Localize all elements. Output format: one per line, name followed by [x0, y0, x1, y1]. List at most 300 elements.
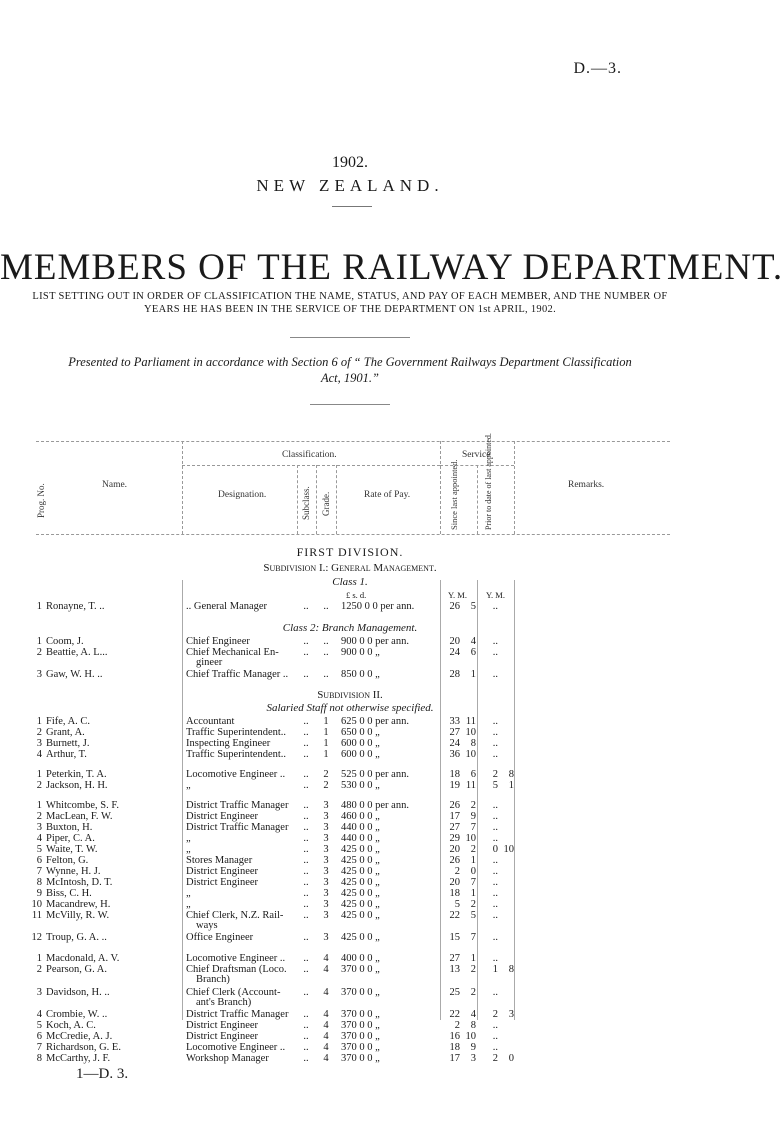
member-name: McCarthy, J. F.: [46, 1053, 111, 1064]
prior-years: ..: [492, 888, 498, 899]
grade: 1: [323, 727, 329, 738]
service-months: 8: [470, 1020, 476, 1031]
subclass: ..: [303, 964, 309, 975]
grade: 3: [323, 910, 329, 921]
service-years: 2: [454, 1020, 460, 1031]
service-years: 26: [449, 800, 460, 811]
prog-number: 2: [36, 780, 42, 791]
service-months: 3: [470, 1053, 476, 1064]
service-years: 24: [449, 647, 460, 658]
page-footer: 1—D. 3.: [76, 1066, 129, 1082]
designation: Locomotive Engineer ..: [186, 953, 286, 964]
rate-of-pay: 530 0 0 „: [341, 780, 380, 791]
member-name: Beattie, A. L...: [46, 647, 108, 658]
prior-years: 1: [492, 964, 498, 975]
rate-of-pay: 525 0 0 per ann.: [341, 769, 409, 780]
member-name: Biss, C. H.: [46, 888, 92, 899]
money-units: £ s. d.: [346, 590, 367, 600]
rate-of-pay: 370 0 0 „: [341, 1009, 380, 1020]
service-years: 27: [449, 953, 460, 964]
rate-of-pay: 425 0 0 „: [341, 932, 380, 943]
designation: Locomotive Engineer ..: [186, 769, 286, 780]
grade: ..: [323, 669, 329, 680]
prog-number: 4: [36, 1009, 42, 1020]
prior-years: ..: [492, 1042, 498, 1053]
table-row: [0, 1042, 700, 1053]
member-name: Davidson, H. ..: [46, 987, 110, 998]
service-months: 10: [465, 727, 476, 738]
subclass: ..: [303, 727, 309, 738]
service-years: 18: [449, 1042, 460, 1053]
rate-of-pay: 440 0 0 „: [341, 822, 380, 833]
subclass: ..: [303, 647, 309, 658]
service-months: 5: [470, 601, 476, 612]
designation: „: [186, 844, 191, 855]
prog-number: 6: [36, 855, 42, 866]
service-years: 25: [449, 987, 460, 998]
subclass: ..: [303, 987, 309, 998]
rate-of-pay: 1250 0 0 per ann.: [341, 601, 415, 612]
designation: Chief Draftsman (Loco.: [186, 964, 287, 975]
prior-years: ..: [492, 749, 498, 760]
designation: District Engineer: [186, 866, 259, 877]
grade: 3: [323, 866, 329, 877]
service-months: 7: [470, 822, 476, 833]
page-title: MEMBERS OF THE RAILWAY DEPARTMENT.: [0, 247, 783, 288]
service-months: 4: [470, 1009, 476, 1020]
prior-years: ..: [492, 855, 498, 866]
table-header-top-rule: [36, 441, 670, 442]
table-row: [0, 844, 700, 855]
subclass: ..: [303, 769, 309, 780]
designation: .. General Manager: [186, 601, 268, 612]
prior-years: ..: [492, 800, 498, 811]
rate-of-pay: 370 0 0 „: [341, 1053, 380, 1064]
grade: 2: [323, 780, 329, 791]
service-months: 11: [465, 780, 476, 791]
prior-years: ..: [492, 601, 498, 612]
rate-of-pay: 625 0 0 per ann.: [341, 716, 409, 727]
table-row: [0, 953, 700, 964]
subclass: ..: [303, 738, 309, 749]
rate-of-pay: 370 0 0 „: [341, 964, 380, 975]
member-name: Crombie, W. ..: [46, 1009, 108, 1020]
prior-months: 0: [508, 1053, 514, 1064]
prog-number: 8: [36, 877, 42, 888]
member-name: Peterkin, T. A.: [46, 769, 107, 780]
service-months: 8: [470, 738, 476, 749]
prior-years: ..: [492, 647, 498, 658]
table-row: [0, 669, 700, 680]
designation: District Engineer: [186, 1031, 259, 1042]
header-prior: Prior to date of last appointed.: [484, 433, 493, 530]
service-months: 11: [465, 716, 476, 727]
service-years: 17: [449, 1053, 460, 1064]
prior-years: ..: [492, 910, 498, 921]
designation: Chief Mechanical En-: [186, 647, 279, 658]
service-months: 6: [470, 769, 476, 780]
service-years: 26: [449, 855, 460, 866]
service-months: 1: [470, 953, 476, 964]
subclass: ..: [303, 1053, 309, 1064]
table-row: [0, 1031, 700, 1042]
member-name: Fife, A. C.: [46, 716, 91, 727]
member-name: Piper, C. A.: [46, 833, 95, 844]
prog-number: 7: [36, 1042, 42, 1053]
member-name: MacLean, F. W.: [46, 811, 113, 822]
subclass: ..: [303, 1009, 309, 1020]
rate-of-pay: 460 0 0 „: [341, 811, 380, 822]
page-subtitle: LIST SETTING OUT IN ORDER OF CLASSIFICATION THE NAME, STATUS, AND PAY OF EACH MEMBER, AND THE NUMBER OF YEARS HE HAS BEEN IN THE SERVICE OF THE DEPARTMENT ON 1st APRIL, 1902.: [32, 291, 668, 315]
service-years: 33: [449, 716, 460, 727]
designation: „: [186, 888, 191, 899]
prog-number: 2: [36, 727, 42, 738]
grade: 1: [323, 716, 329, 727]
rate-of-pay: 900 0 0 per ann.: [341, 636, 409, 647]
rate-of-pay: 900 0 0 „: [341, 647, 380, 658]
designation: „: [186, 833, 191, 844]
rate-of-pay: 480 0 0 per ann.: [341, 800, 409, 811]
country-heading: NEW ZEALAND.: [256, 176, 444, 195]
header-designation: Designation.: [218, 490, 267, 500]
prior-years: 2: [492, 1053, 498, 1064]
service-years: 20: [449, 844, 460, 855]
prog-number: 11: [31, 910, 42, 921]
table-row: [0, 877, 700, 888]
designation: District Engineer: [186, 877, 259, 888]
prog-number: 6: [36, 1031, 42, 1042]
subclass: ..: [303, 844, 309, 855]
member-name: Ronayne, T. ..: [46, 601, 105, 612]
division-heading: FIRST DIVISION.: [296, 545, 404, 559]
service-years: 28: [449, 669, 460, 680]
designation: Locomotive Engineer ..: [186, 1042, 286, 1053]
service-years: 20: [449, 877, 460, 888]
prog-number: 3: [36, 987, 42, 998]
service-months: 7: [470, 932, 476, 943]
prog-number: 1: [36, 716, 42, 727]
service-years: 18: [449, 769, 460, 780]
prog-number: 2: [36, 964, 42, 975]
prior-years: ..: [492, 932, 498, 943]
prior-years: ..: [492, 1031, 498, 1042]
service-units: Y. M.: [448, 590, 467, 600]
member-name: Macdonald, A. V.: [46, 953, 120, 964]
designation: Accountant: [186, 716, 235, 727]
service-months: 5: [470, 910, 476, 921]
service-months: 9: [470, 1042, 476, 1053]
col-divider: [316, 465, 317, 534]
prior-years: ..: [492, 899, 498, 910]
rate-of-pay: 400 0 0 „: [341, 953, 380, 964]
prior-units: Y. M.: [486, 590, 505, 600]
designation: „: [186, 780, 191, 791]
subclass: ..: [303, 780, 309, 791]
prog-number: 1: [36, 601, 42, 612]
designation: Chief Engineer: [186, 636, 250, 647]
service-years: 15: [449, 932, 460, 943]
table-row: [0, 769, 700, 780]
member-name: Arthur, T.: [46, 749, 87, 760]
member-name: McIntosh, D. T.: [46, 877, 113, 888]
table-row: [0, 987, 700, 1008]
prog-number: 7: [36, 866, 42, 877]
prog-number: 3: [36, 738, 42, 749]
prog-number: 10: [31, 899, 42, 910]
units-row: [0, 590, 700, 601]
table-row: [0, 932, 700, 943]
member-name: Grant, A.: [46, 727, 85, 738]
rate-of-pay: 425 0 0 „: [341, 888, 380, 899]
prior-years: ..: [492, 953, 498, 964]
service-months: 2: [470, 800, 476, 811]
member-name: Macandrew, H.: [46, 899, 111, 910]
prog-number: 5: [36, 844, 42, 855]
service-months: 1: [470, 669, 476, 680]
rate-of-pay: 600 0 0 „: [341, 749, 380, 760]
rate-of-pay: 425 0 0 „: [341, 855, 380, 866]
prog-number: 9: [36, 888, 42, 899]
table-row: [0, 636, 700, 647]
prog-number: 12: [31, 932, 42, 943]
header-prog-no: Prog. No.: [36, 483, 46, 518]
classification-rule: [182, 465, 440, 466]
subclass: ..: [303, 1020, 309, 1031]
member-name: Troup, G. A. ..: [46, 932, 107, 943]
rate-of-pay: 425 0 0 „: [341, 877, 380, 888]
designation: Workshop Manager: [186, 1053, 269, 1064]
subclass: ..: [303, 749, 309, 760]
prog-number: 1: [36, 769, 42, 780]
member-name: Felton, G.: [46, 855, 89, 866]
rate-of-pay: 850 0 0 „: [341, 669, 380, 680]
member-name: McVilly, R. W.: [46, 910, 110, 921]
subclass: ..: [303, 910, 309, 921]
prog-number: 2: [36, 811, 42, 822]
rate-of-pay: 425 0 0 „: [341, 844, 380, 855]
service-months: 2: [470, 844, 476, 855]
grade: 4: [323, 1009, 329, 1020]
table-row: [0, 716, 700, 727]
table-row: [0, 888, 700, 899]
subclass: ..: [303, 932, 309, 943]
table-row: [0, 1053, 700, 1064]
service-months: 6: [470, 647, 476, 658]
col-divider: [440, 441, 441, 534]
designation: District Traffic Manager: [186, 1009, 289, 1020]
prior-years: ..: [492, 866, 498, 877]
grade: 3: [323, 822, 329, 833]
subclass: ..: [303, 601, 309, 612]
grade: 3: [323, 877, 329, 888]
service-years: 18: [449, 888, 460, 899]
prior-years: ..: [492, 1020, 498, 1031]
member-name: Coom, J.: [46, 636, 84, 647]
service-years: 27: [449, 822, 460, 833]
table-row: [0, 800, 700, 811]
designation: District Traffic Manager: [186, 800, 289, 811]
service-years: 2: [454, 866, 460, 877]
prior-months: 1: [508, 780, 514, 791]
prog-number: 1: [36, 953, 42, 964]
rate-of-pay: 425 0 0 „: [341, 899, 380, 910]
col-divider: [182, 441, 183, 534]
subclass: ..: [303, 1042, 309, 1053]
prior-years: ..: [492, 877, 498, 888]
grade: 4: [323, 1031, 329, 1042]
prior-years: ..: [492, 987, 498, 998]
designation: Chief Clerk (Account-: [186, 987, 281, 998]
table-row: [0, 866, 700, 877]
designation: Traffic Superintendent..: [186, 727, 287, 738]
prog-number: 3: [36, 669, 42, 680]
designation-continued: ways: [196, 920, 218, 931]
prior-years: 2: [492, 769, 498, 780]
rate-of-pay: 425 0 0 „: [341, 910, 380, 921]
service-months: 2: [470, 987, 476, 998]
service-years: 24: [449, 738, 460, 749]
subclass: ..: [303, 716, 309, 727]
member-name: Richardson, G. E.: [46, 1042, 121, 1053]
designation: Traffic Superintendent..: [186, 749, 287, 760]
header-subclass: Subclass.: [301, 486, 311, 520]
grade: 4: [323, 964, 329, 975]
prog-number: 3: [36, 822, 42, 833]
subclass: ..: [303, 636, 309, 647]
class-heading: Class 1.: [332, 576, 368, 588]
table-row: [0, 899, 700, 910]
member-name: Whitcombe, S. F.: [46, 800, 119, 811]
prog-number: 2: [36, 647, 42, 658]
table-row: [0, 647, 700, 668]
prior-years: 0: [492, 844, 498, 855]
rate-of-pay: 425 0 0 „: [341, 866, 380, 877]
table-row: [0, 855, 700, 866]
grade: 4: [323, 1020, 329, 1031]
service-months: 9: [470, 811, 476, 822]
designation: Stores Manager: [186, 855, 253, 866]
header-service: Service: [462, 450, 491, 460]
prog-number: 4: [36, 749, 42, 760]
grade: ..: [323, 647, 329, 658]
presented-note: Presented to Parliament in accordance with Section 6 of “ The Government Railways Department Classification Act, 1901.”: [68, 355, 632, 385]
subclass: ..: [303, 833, 309, 844]
member-name: Pearson, G. A.: [46, 964, 107, 975]
service-years: 22: [449, 1009, 460, 1020]
prior-years: 5: [492, 780, 498, 791]
table-row: [0, 1020, 700, 1031]
divider: [290, 337, 410, 338]
service-months: 10: [465, 1031, 476, 1042]
document-year: 1902.: [332, 154, 368, 171]
service-years: 27: [449, 727, 460, 738]
rate-of-pay: 370 0 0 „: [341, 1031, 380, 1042]
service-years: 20: [449, 636, 460, 647]
rate-of-pay: 370 0 0 „: [341, 1020, 380, 1031]
subclass: ..: [303, 669, 309, 680]
grade: ..: [323, 601, 329, 612]
service-months: 1: [470, 888, 476, 899]
grade: 3: [323, 844, 329, 855]
prior-years: ..: [492, 833, 498, 844]
subclass: ..: [303, 1031, 309, 1042]
header-rate-of-pay: Rate of Pay.: [364, 490, 411, 500]
service-years: 36: [449, 749, 460, 760]
designation-continued: Branch): [196, 974, 230, 985]
table-row: [0, 1009, 700, 1020]
grade: 3: [323, 800, 329, 811]
grade: ..: [323, 636, 329, 647]
table-row: [0, 910, 700, 931]
service-years: 22: [449, 910, 460, 921]
table-row: [0, 738, 700, 749]
subclass: ..: [303, 877, 309, 888]
prior-months: 3: [508, 1009, 514, 1020]
prior-years: ..: [492, 669, 498, 680]
table-header-bottom-rule: [36, 534, 670, 535]
subclass: ..: [303, 800, 309, 811]
service-months: 4: [470, 636, 476, 647]
member-name: McCredie, A. J.: [46, 1031, 113, 1042]
grade: 3: [323, 855, 329, 866]
table-row: [0, 601, 700, 612]
subclass: ..: [303, 866, 309, 877]
col-divider: [297, 465, 298, 534]
prior-years: ..: [492, 822, 498, 833]
grade: 4: [323, 1042, 329, 1053]
class-heading: Salaried Staff not otherwise specified.: [266, 702, 434, 714]
prog-number: 4: [36, 833, 42, 844]
prior-years: ..: [492, 716, 498, 727]
designation: Chief Clerk, N.Z. Rail-: [186, 910, 284, 921]
prior-months: 8: [508, 964, 514, 975]
table-row: [0, 833, 700, 844]
member-name: Gaw, W. H. ..: [46, 669, 103, 680]
service-years: 29: [449, 833, 460, 844]
designation: Office Engineer: [186, 932, 254, 943]
col-divider: [514, 441, 515, 534]
prog-number: 8: [36, 1053, 42, 1064]
service-years: 5: [454, 899, 460, 910]
rate-of-pay: 370 0 0 „: [341, 987, 380, 998]
grade: 3: [323, 888, 329, 899]
subclass: ..: [303, 899, 309, 910]
service-months: 0: [470, 866, 476, 877]
service-years: 17: [449, 811, 460, 822]
designation: „: [186, 899, 191, 910]
col-divider: [477, 465, 478, 534]
rate-of-pay: 370 0 0 „: [341, 1042, 380, 1053]
table-row: [0, 964, 700, 985]
subclass: ..: [303, 855, 309, 866]
table-row: [0, 749, 700, 760]
subclass: ..: [303, 811, 309, 822]
member-name: Jackson, H. H.: [46, 780, 108, 791]
subdivision-heading: Subdivision I.: General Management.: [263, 562, 437, 574]
service-months: 2: [470, 899, 476, 910]
member-name: Wynne, H. J.: [46, 866, 101, 877]
divider: [332, 206, 372, 207]
designation-continued: gineer: [196, 657, 223, 668]
service-years: 26: [449, 601, 460, 612]
prior-years: 2: [492, 1009, 498, 1020]
service-years: 19: [449, 780, 460, 791]
service-years: 16: [449, 1031, 460, 1042]
prior-years: ..: [492, 738, 498, 749]
header-since-last: Since last appointed.: [449, 459, 459, 530]
member-name: Burnett, J.: [46, 738, 90, 749]
rate-of-pay: 440 0 0 „: [341, 833, 380, 844]
